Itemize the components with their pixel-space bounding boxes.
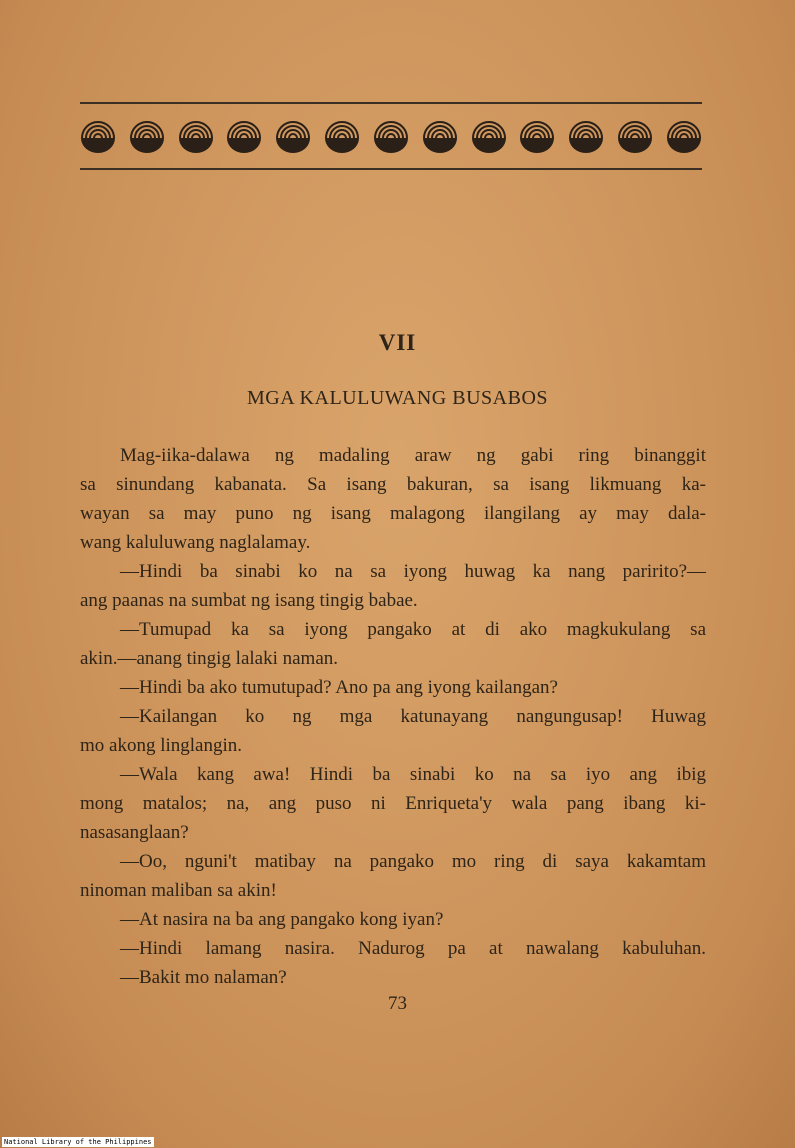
chapter-body-text — [80, 441, 706, 992]
text-line: —At nasira na ba ang pangako kong iyan? — [120, 909, 444, 930]
ornament-row — [80, 116, 702, 158]
ornament-dome-icon — [178, 116, 214, 156]
text-line: mong matalos; na, ang puso ni Enriqueta'y wala pang ibang ki- — [80, 793, 706, 814]
ornament-dome-icon — [373, 116, 409, 156]
ornament-dome-icon — [666, 116, 702, 156]
ornament-dome-icon — [568, 116, 604, 156]
ornament-dome-icon — [471, 116, 507, 156]
bottom-rule — [80, 168, 702, 170]
text-line: —Hindi lamang nasira. Nadurog pa at nawalang kabuluhan. — [120, 938, 706, 959]
ornament-dome-icon — [324, 116, 360, 156]
ornamental-header — [80, 102, 702, 172]
ornament-dome-icon — [519, 116, 555, 156]
text-line: wang kaluluwang naglalamay. — [80, 532, 311, 553]
text-line: wayan sa may puno ng isang malagong ilangilang ay may dala- — [80, 503, 706, 524]
library-credit: National Library of the Philippines — [4, 1138, 152, 1146]
text-line: nasasanglaan? — [80, 822, 189, 843]
ornament-dome-icon — [80, 116, 116, 156]
ornament-dome-icon — [617, 116, 653, 156]
ornament-dome-icon — [275, 116, 311, 156]
ornament-dome-icon — [422, 116, 458, 156]
text-line: —Kailangan ko ng mga katunayang nangungusap! Huwag — [120, 706, 706, 727]
text-line: —Wala kang awa! Hindi ba sinabi ko na sa iyo ang ibig — [120, 764, 706, 785]
text-line: ninoman maliban sa akin! — [80, 880, 277, 901]
ornament-dome-icon — [226, 116, 262, 156]
text-line: Mag-iika-dalawa ng madaling araw ng gabi ring binanggit — [120, 445, 706, 466]
chapter-number: VII — [378, 330, 417, 355]
text-line: mo akong linglangin. — [80, 735, 243, 756]
text-line: —Hindi ba ako tumutupad? Ano pa ang iyong kailangan? — [120, 677, 558, 698]
text-line: —Bakit mo nalaman? — [120, 967, 287, 988]
ornament-dome-icon — [129, 116, 165, 156]
page-number: 73 — [388, 993, 407, 1014]
text-line: sa sinundang kabanata. Sa isang bakuran, sa isang likmuang ka- — [80, 474, 706, 495]
text-line: —Oo, nguni't matibay na pangako mo ring di saya kakamtam — [120, 851, 706, 872]
top-rule — [80, 102, 702, 104]
text-line: —Hindi ba sinabi ko na sa iyong huwag ka nang paririto?— — [120, 561, 706, 582]
chapter-title: MGA KALULUWANG BUSABOS — [246, 387, 549, 409]
text-line: ang paanas na sumbat ng isang tingig babae. — [80, 590, 418, 611]
text-line: akin.—anang tingig lalaki naman. — [80, 648, 339, 669]
text-line: —Tumupad ka sa iyong pangako at di ako magkukulang sa — [120, 619, 706, 640]
